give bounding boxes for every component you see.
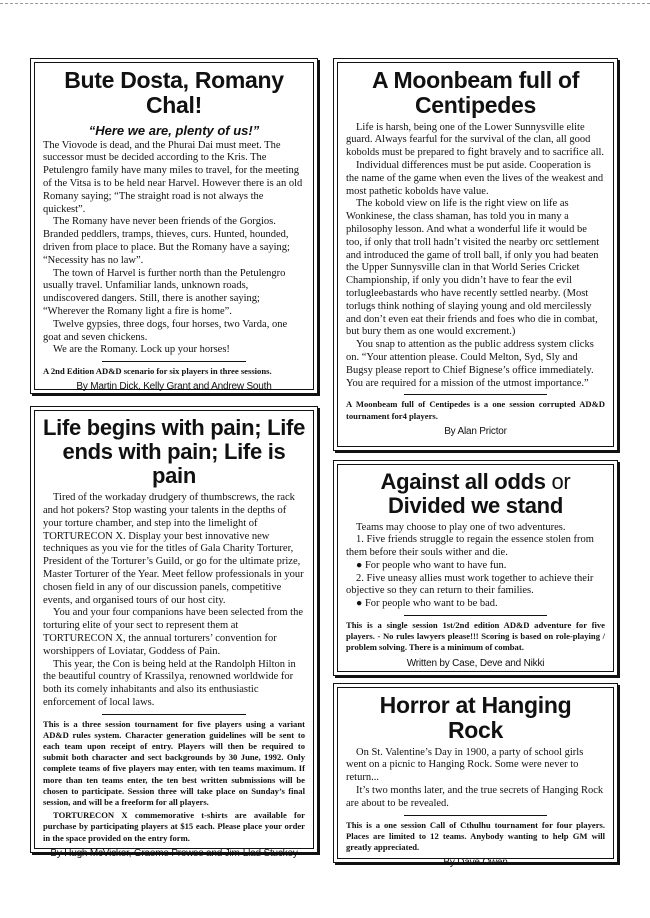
moonbeam-paragraph: Life is harsh, being one of the Lower Sunnysville elite guard. Always fearful for the survival of the clan, all good kobolds must be prepared to fight bravely and to sacrifice all.	[346, 121, 605, 159]
against-odds-bullet: ● For people who want to have fun.	[356, 559, 507, 571]
moonbeam-paragraph: You snap to attention as the public address system clicks on. “Your attention please. Could Melton, Syd, Sly and Bugsy please report to Chief Bignese’s office immediately. You are required for a mission of the utmost importance.”	[346, 339, 594, 389]
moonbeam-title: A Moonbeam full of Centipedes	[371, 67, 580, 118]
torturecon-tshirt-note: TORTURECON X commemorative t-shirts are available for purchase by participating players at $15 each. Please place your order in the space provided on the entry form.	[43, 810, 305, 843]
against-odds-note: This is a single session 1st/2nd edition AD&D adventure for five players. - No rules lawyers please!!! Scoring is based on role-playing / problem solving. There is a minimum of combat.	[346, 620, 605, 653]
against-odds-scenario-box	[333, 460, 618, 676]
romany-title: Bute Dosta, Romany Chal!	[64, 67, 284, 118]
top-dashed-rule	[0, 3, 650, 4]
hanging-rock-scenario-box	[333, 683, 618, 869]
torturecon-paragraph: This year, the Con is being held at the Randolph Hilton in the beautiful country of Krassilya, renowned worldwide for both its comely inhabitants and also its enthusiastic enforcement of local laws.	[43, 658, 296, 708]
romany-subtitle: “Here we are, plenty of us!”	[88, 122, 260, 138]
divider	[404, 394, 546, 395]
torturecon-scenario-box	[30, 406, 318, 859]
torturecon-note: This is a three session tournament for five players using a variant AD&D rules system. Character generation guidelines will be sent to each team upon receipt of entry. Players will then be required to submit both character and sect backgrounds by 30 June, 1992. Only complete teams of five players may enter, with ten teams maximum. If more than ten teams enter, the ten best written submissions will be chosen to participate. Session three will take place on Sunday’s final session, and will be a freeform for all players.	[43, 718, 305, 807]
romany-byline: By Martin Dick, Kelly Grant and Andrew South	[76, 381, 272, 393]
romany-paragraph: Twelve gypsies, three dogs, four horses, two Varda, one goat and seven chickens.	[43, 318, 288, 343]
against-odds-item-2: 2. Five uneasy allies must work together to achieve their objective so they can return to their families.	[346, 572, 594, 597]
moonbeam-scenario-box	[333, 58, 618, 451]
romany-paragraph: The town of Harvel is further north than the Petulengro usually travel. Unfamiliar lands, unknown roads, undiscovered dangers. Still, there is another saying; “Wherever the Romany light a fire is home”.	[43, 267, 286, 318]
divider	[102, 714, 246, 715]
romany-note: A 2nd Edition AD&D scenario for six players in three sessions.	[43, 366, 272, 377]
torturecon-paragraph: You and your four companions have been selected from the torturing elite of your sect to represent them at TORTURECON X, the annual torturers’ convention for worshippers of Loviatar, Goddess of Pain.	[43, 607, 303, 657]
divider	[404, 615, 546, 616]
torturecon-byline: By Hugh McVicker, Graeme Prowse and Jim-Llad Stuckey	[50, 847, 298, 859]
against-odds-bullet: ● For people who want to be bad.	[356, 598, 498, 610]
divider	[404, 815, 546, 816]
against-odds-byline: Written by Case, Deve and Nikki	[406, 657, 545, 669]
moonbeam-note: A Moonbeam full of Centipedes is a one session corrupted AD&D tournament for4 players.	[346, 399, 605, 421]
hanging-rock-paragraph: On St. Valentine’s Day in 1900, a party of school girls went on a picnic to Hanging Rock. Some were never to return...	[346, 746, 584, 784]
hanging-rock-note: This is a one session Call of Cthulhu tournament for four players. Places are limited to 12 teams. Anybody wanting to help GM will greatly appreciated.	[346, 819, 605, 852]
romany-scenario-box	[30, 58, 318, 394]
bullet-icon: ●	[356, 598, 363, 610]
against-odds-title: Against all odds or Divided we stand	[380, 469, 571, 518]
bullet-icon: ●	[356, 559, 363, 571]
against-odds-item-1: 1. Five friends struggle to regain the essence stolen from them before their souls wither and die.	[346, 534, 594, 559]
hanging-rock-paragraph: It’s two months later, and the true secrets of Hanging Rock are about to be revealed.	[346, 785, 604, 809]
torturecon-title: Life begins with pain; Life ends with pain; Life is pain	[43, 415, 306, 488]
divider	[102, 361, 246, 362]
against-odds-intro: Teams may choose to play one of two adventures.	[356, 521, 566, 533]
moonbeam-byline: By Alan Prictor	[444, 425, 507, 437]
torturecon-paragraph: Tired of the workaday drudgery of thumbscrews, the rack and hot pokers? Stop wasting your talents in the depths of your torture chamber, and step into the limelight of TORTURECON X. Display your best innovative new techniques as you vie for the titles of Gala Charity Torturer, President of the Torturer’s Guild, or go for the ultimate prize, Master Torturer of the Year. Meet fellow professionals in your chosen field in any of our discussion panels, competitive events, and organised tours of our host city.	[43, 492, 304, 606]
romany-paragraph: The Romany have never been friends of the Gorgios. Branded peddlers, tramps, thieves, curs. Hunted, hounded, driven from place to place. But the Romany have a saying; “Necessity has no law”.	[43, 216, 290, 266]
romany-paragraph: We are the Romany. Lock up your horses!	[53, 344, 230, 356]
romany-paragraph: The Viovode is dead, and the Phurai Dai must meet. The successor must be decided according to the Kris. The Petulengro family have many miles to travel, for the meeting of the Vitsa is to be held near Harvel. However there is an old Romany saying; “The straight road is not always the quickest”.	[43, 139, 303, 215]
moonbeam-paragraph: The kobold view on life is the right view on life as Wonkinese, the class shaman, has told you in many a philosophy lesson. And what a wonderful life it would be too, if only that troll hadn’t visited the nearby orc settlement and introduced the game of troll ball, if only you had beaten the Upper Sunnysville clan in that World Series Cricket Championship, if only you didn’t have to fear the evil torlugleebastards who have recently settled nearby. (Most torlugs think nothing of slaying young and old mercilessly and don’t even eat their friends and foes who die in combat, but bury them as one would excrement.)	[346, 198, 600, 338]
moonbeam-paragraph: Individual differences must be put aside. Cooperation is the name of the game when even the lives of the weakest and most pathetic kobolds have value.	[346, 160, 604, 197]
hanging-rock-byline: By Dave Owen	[443, 857, 508, 869]
hanging-rock-title: Horror at Hanging Rock	[379, 692, 572, 743]
